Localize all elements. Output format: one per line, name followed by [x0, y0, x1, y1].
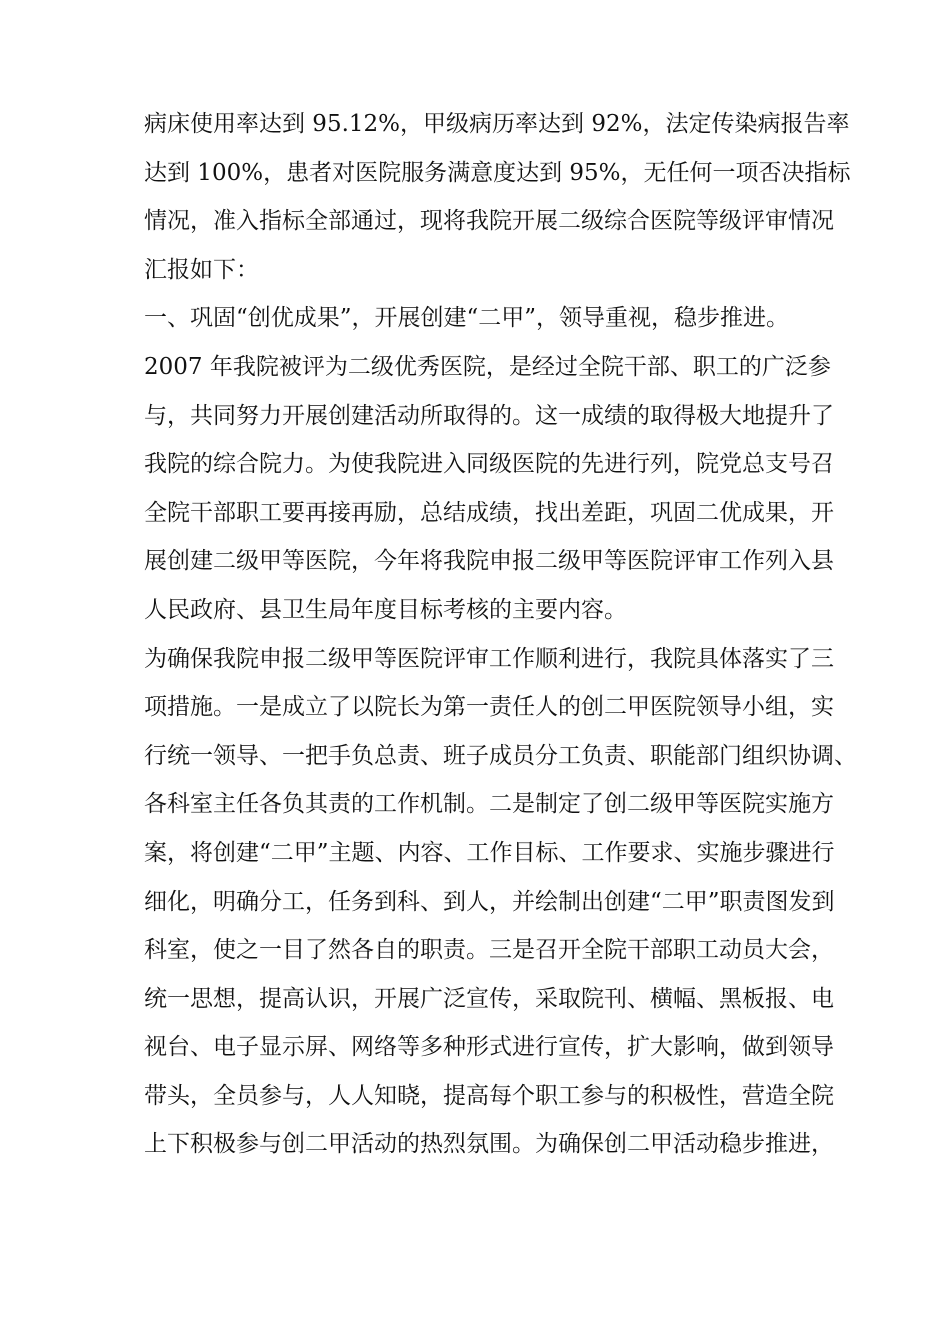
text-line: 细化，明确分工，任务到科、到人，并绘制出创建“二甲”职责图发到 [144, 888, 835, 915]
text-line: 与，共同努力开展创建活动所取得的。这一成绩的取得极大地提升了 [144, 402, 834, 429]
text-line: 项措施。一是成立了以院长为第一责任人的创二甲医院领导小组，实 [144, 694, 834, 721]
text-line: 汇报如下： [144, 256, 259, 283]
text-line: 科室，使之一目了然各自的职责。三是召开全院干部职工动员大会， [144, 937, 834, 964]
body-text [144, 100, 857, 1169]
text-line: 视台、电子显示屏、网络等多种形式进行宣传，扩大影响，做到领导 [144, 1034, 834, 1061]
text-line: 全院干部职工要再接再励，总结成绩，找出差距，巩固二优成果，开 [144, 499, 834, 526]
text-line: 病床使用率达到 95.12%，甲级病历率达到 92%，法定传染病报告率 [144, 111, 850, 137]
text-line: 行统一领导、一把手负总责、班子成员分工负责、职能部门组织协调、 [144, 742, 857, 769]
text-line: 展创建二级甲等医院，今年将我院申报二级甲等医院评审工作列入县 [144, 548, 834, 575]
text-line: 达到 100%，患者对医院服务满意度达到 95%，无任何一项否决指标 [144, 159, 851, 186]
text-line: 带头，全员参与，人人知晓，提高每个职工参与的积极性，营造全院 [144, 1082, 834, 1109]
text-line: 情况，准入指标全部通过，现将我院开展二级综合医院等级评审情况 [144, 208, 834, 235]
text-line: 人民政府、县卫生局年度目标考核的主要内容。 [144, 596, 627, 623]
text-line: 2007 年我院被评为二级优秀医院，是经过全院干部、职工的广泛参 [144, 353, 831, 380]
text-line: 各科室主任各负其责的工作机制。二是制定了创二级甲等医院实施方 [144, 791, 834, 818]
text-line: 为确保我院申报二级甲等医院评审工作顺利进行，我院具体落实了三 [144, 645, 834, 672]
text-line: 统一思想，提高认识，开展广泛宣传，采取院刊、横幅、黑板报、电 [144, 985, 834, 1012]
section-heading: 一、巩固“创优成果”，开展创建“二甲”，领导重视，稳步推进。 [144, 305, 790, 332]
text-line: 案，将创建“二甲”主题、内容、工作目标、工作要求、实施步骤进行 [144, 839, 835, 866]
text-line: 上下积极参与创二甲活动的热烈氛围。为确保创二甲活动稳步推进， [144, 1131, 834, 1158]
text-line: 我院的综合院力。为使我院进入同级医院的先进行列，院党总支号召 [144, 451, 834, 478]
